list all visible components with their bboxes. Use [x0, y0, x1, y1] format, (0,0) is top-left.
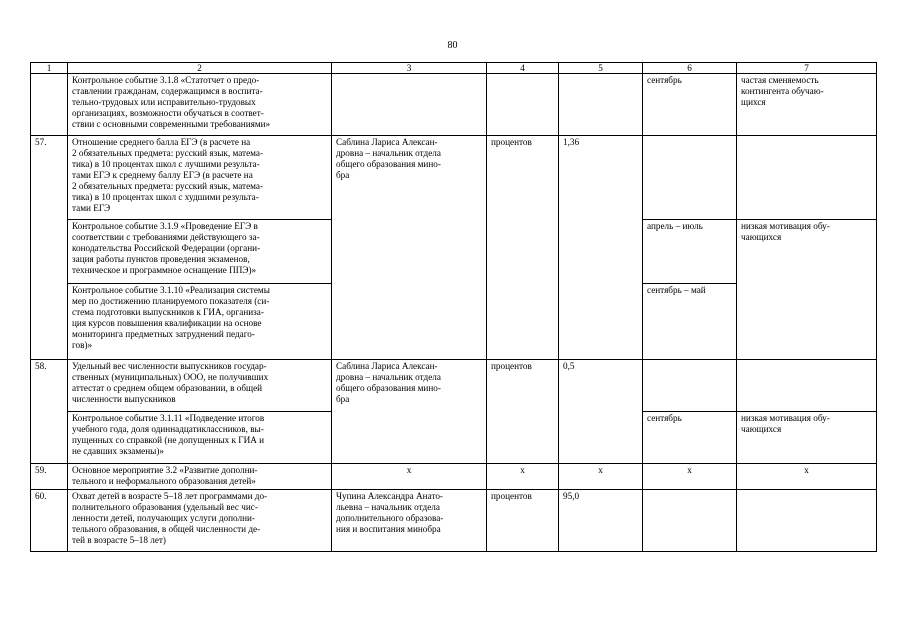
row-number: 57.	[31, 136, 68, 360]
indicator-description: Охват детей в возрасте 5–18 лет программами до- полнительного образования (удельный вес чис- ленности детей, получающих услуги дополни- тельного образования, в общей численности де- тей в возрасте 5–18 лет)	[68, 490, 332, 552]
indicator-description: Контрольное событие 3.1.9 «Проведение ЕГЭ в соответствии с требованиями действующего за- конодательства Российской Федерации (органи- зация работы пунктов проведения экзаменов, техническое и программное оснащение ППЭ)»	[68, 220, 332, 284]
header-col-2: 2	[68, 63, 332, 74]
header-col-3: 3	[332, 63, 487, 74]
header-col-4: 4	[487, 63, 559, 74]
table-header-row	[31, 63, 877, 74]
row-number: 60.	[31, 490, 68, 552]
header-col-1: 1	[31, 63, 68, 74]
responsible-person: Саблина Лариса Алексан- дровна – начальник отдела общего образования мино- бра	[332, 136, 487, 360]
value: х	[559, 464, 643, 490]
deadline: сентябрь	[643, 74, 737, 136]
indicator-description: Удельный вес численности выпускников государ- ственных (муниципальных) ООО, не получивших аттестат о среднем общем образовании, в общей численности выпускников	[68, 360, 332, 412]
deadline	[643, 360, 737, 412]
risk	[737, 490, 877, 552]
row-number: 58.	[31, 360, 68, 464]
row-number	[31, 74, 68, 136]
risk: х	[737, 464, 877, 490]
responsible-person: Саблина Лариса Алексан- дровна – начальник отдела общего образования мино- бра	[332, 360, 487, 464]
header-col-5: 5	[559, 63, 643, 74]
unit: процентов	[487, 360, 559, 464]
unit: процентов	[487, 136, 559, 360]
value: 0,5	[559, 360, 643, 464]
unit: х	[487, 464, 559, 490]
table-row	[31, 464, 877, 490]
document-table	[30, 62, 877, 552]
deadline: х	[643, 464, 737, 490]
table-row	[31, 136, 877, 220]
indicator-description: Контрольное событие 3.1.11 «Подведение итогов учебного года, доля одиннадцатиклассников, вы- пущенных со справкой (не допущенных к ГИА и не сдавших экзамены)»	[68, 412, 332, 464]
indicator-description: Отношение среднего балла ЕГЭ (в расчете на 2 обязательных предмета: русский язык, матема- тика) в 10 процентах школ с лучшими результа- тами ЕГЭ к среднему баллу ЕГЭ (в расчете на 2 обязательных предмета: русский язык, матема- тика) в 10 процентах школ с худшими результа- тами ЕГЭ	[68, 136, 332, 220]
risk	[737, 360, 877, 412]
table-row	[31, 360, 877, 412]
deadline: апрель – июль	[643, 220, 737, 284]
deadline: сентябрь	[643, 412, 737, 464]
responsible-person: х	[332, 464, 487, 490]
indicator-description: Основное мероприятие 3.2 «Развитие дополни- тельного и неформального образования детей»	[68, 464, 332, 490]
deadline	[643, 490, 737, 552]
risk: низкая мотивация обу- чающихся	[737, 220, 877, 360]
row-number: 59.	[31, 464, 68, 490]
unit	[487, 74, 559, 136]
risk: низкая мотивация обу- чающихся	[737, 412, 877, 464]
unit: процентов	[487, 490, 559, 552]
indicator-description: Контрольное событие 3.1.10 «Реализация системы мер по достижению планируемого показателя (си- стема подготовки выпускников к ГИА, организа- ция курсов повышения квалификации на основе мониторинга предметных затруднений педаго- гов)»	[68, 284, 332, 360]
deadline: сентябрь – май	[643, 284, 737, 360]
value	[559, 74, 643, 136]
value: 1,36	[559, 136, 643, 360]
table-row	[31, 74, 877, 136]
indicator-description: Контрольное событие 3.1.8 «Статотчет о предо- ставлении гражданам, содержащимся в воспита- тельно-трудовых или исправительно-трудовых организациях, возможности обучаться в соответ- ствии с основными современными требованиями»	[68, 74, 332, 136]
page-number: 80	[447, 40, 458, 51]
responsible-person	[332, 74, 487, 136]
header-col-6: 6	[643, 63, 737, 74]
responsible-person: Чупина Александра Анато- льевна – начальник отдела дополнительного образова- ния и воспитания минобра	[332, 490, 487, 552]
deadline	[643, 136, 737, 220]
table-row	[31, 490, 877, 552]
risk	[737, 136, 877, 220]
value: 95,0	[559, 490, 643, 552]
risk: частая сменяемость контингента обучаю- щихся	[737, 74, 877, 136]
header-col-7: 7	[737, 63, 877, 74]
